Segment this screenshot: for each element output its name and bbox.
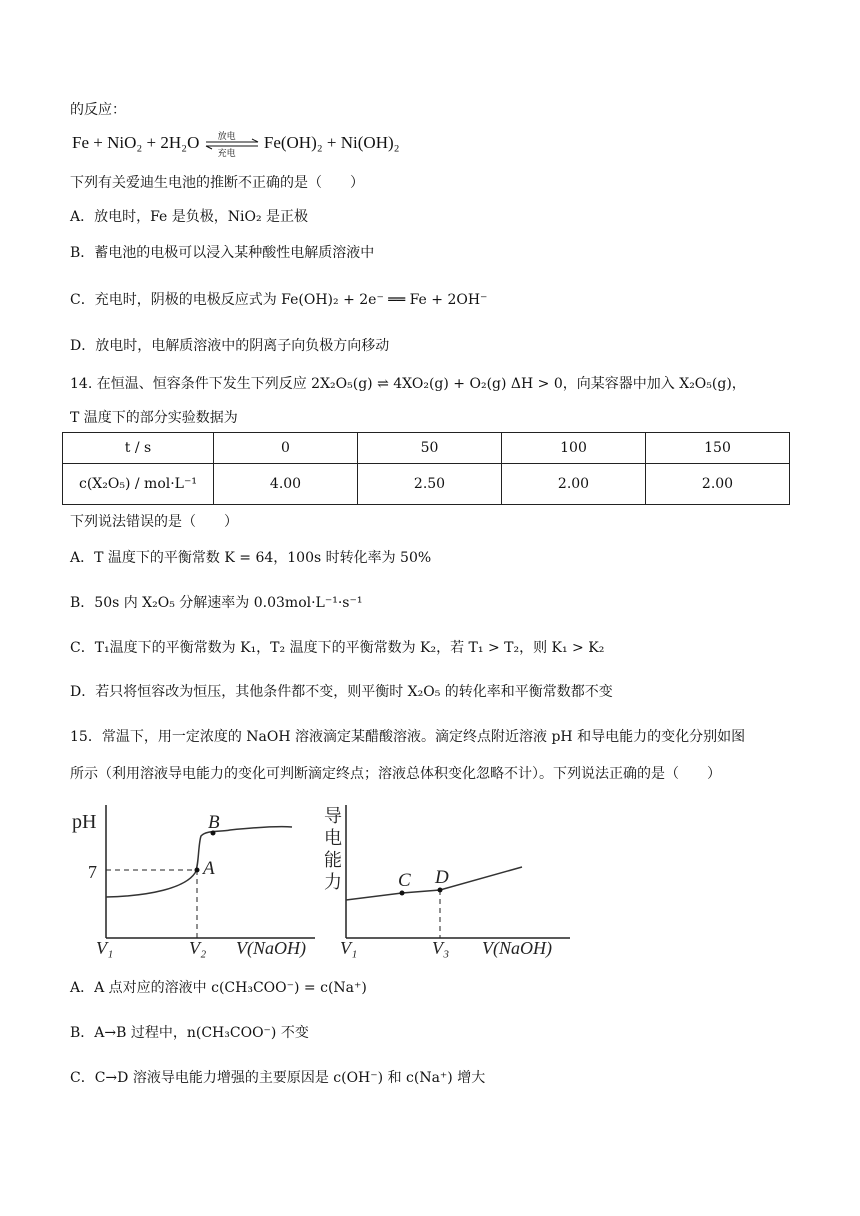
intro-text: 的反应： [70, 102, 126, 118]
point-c [400, 891, 405, 896]
conductivity-label-char: 导 [324, 806, 342, 826]
table-cell: 4.00 [214, 464, 358, 505]
conductivity-label-char: 力 [324, 872, 342, 892]
x-label-v3: V₃ [432, 938, 450, 958]
ph-curve [106, 827, 292, 897]
conductivity-label-char: 能 [324, 850, 342, 870]
ph-axis-label: pH [72, 811, 97, 833]
charge-label: 充电 [217, 149, 236, 160]
reversible-arrow [204, 132, 260, 160]
q14-option-b: B．50s 内 X₂O₅ 分解速率为 0.03mol·L⁻¹·s⁻¹ [70, 595, 363, 611]
table-header-row [63, 433, 790, 464]
ph-graph [70, 800, 330, 960]
table-cell: 2.00 [502, 464, 646, 505]
table-cell: c(X₂O₅) / mol·L⁻¹ [63, 464, 214, 505]
q13-option-c: C．充电时，阴极的电极反应式为 Fe(OH)₂ + 2e⁻ ══ Fe + 2OH⁻ [70, 292, 488, 308]
table-cell: 2.00 [646, 464, 790, 505]
x-axis-label: V(NaOH) [482, 938, 552, 958]
table-cell: t / s [63, 433, 214, 464]
point-a [195, 868, 200, 873]
label-b: B [208, 812, 220, 833]
q13-option-b: B．蓄电池的电极可以浸入某种酸性电解质溶液中 [70, 245, 375, 261]
table-cell: 100 [502, 433, 646, 464]
equation-right: Fe(OH)₂ + Ni(OH)₂ [263, 133, 400, 152]
label-d: D [435, 867, 449, 888]
q14-option-a: A．T 温度下的平衡常数 K = 64，100s 时转化率为 50% [70, 550, 432, 566]
q13-stem: 下列有关爱迪生电池的推断不正确的是（ ） [70, 175, 364, 191]
table-cell: 0 [214, 433, 358, 464]
ph-tick-7: 7 [88, 862, 97, 882]
label-a: A [203, 858, 215, 879]
equation-left: Fe + NiO₂ + 2H₂O [72, 133, 200, 152]
point-d [438, 888, 443, 893]
conductivity-label-char: 电 [324, 828, 342, 848]
q14-option-c: C．T₁温度下的平衡常数为 K₁，T₂ 温度下的平衡常数为 K₂，若 T₁ > T₂，则 K₁ > K₂ [70, 640, 605, 656]
q15-option-c: C．C→D 溶液导电能力增强的主要原因是 c(OH⁻) 和 c(Na⁺) 增大 [70, 1070, 486, 1086]
q14-option-d: D．若只将恒容改为恒压，其他条件都不变，则平衡时 X₂O₅ 的转化率和平衡常数都不变 [70, 684, 613, 700]
q15-stem-line2: 所示（利用溶液导电能力的变化可判断滴定终点；溶液总体积变化忽略不计）。下列说法正确的是（ ） [70, 766, 721, 782]
q13-option-d: D．放电时，电解质溶液中的阴离子向负极方向移动 [70, 338, 390, 354]
table-row [63, 464, 790, 505]
reaction-equation [72, 132, 400, 160]
q14-ask: 下列说法错误的是（ ） [70, 514, 238, 530]
q13-option-a: A．放电时，Fe 是负极，NiO₂ 是正极 [70, 209, 309, 225]
discharge-label: 放电 [217, 132, 236, 143]
table-cell: 2.50 [358, 464, 502, 505]
x-axis-label: V(NaOH) [236, 938, 306, 958]
conductivity-curve [346, 867, 522, 900]
x-label-v2: V₂ [189, 938, 207, 958]
label-c: C [398, 870, 411, 891]
table-cell: 50 [358, 433, 502, 464]
q15-stem-line1: 15．常温下，用一定浓度的 NaOH 溶液滴定某醋酸溶液。滴定终点附近溶液 pH 和导电能力的变化分别如图 [70, 729, 746, 745]
x-label-v1: V₁ [96, 938, 114, 958]
data-table [62, 432, 790, 505]
conductivity-graph [312, 800, 582, 960]
table-cell: 150 [646, 433, 790, 464]
q14-stem-line1: 14. 在恒温、恒容条件下发生下列反应 2X₂O₅(g) ⇌ 4XO₂(g) + O₂(g) ΔH > 0，向某容器中加入 X₂O₅(g)， [70, 376, 746, 392]
q15-option-a: A．A 点对应的溶液中 c(CH₃COO⁻) = c(Na⁺) [70, 980, 367, 996]
q14-stem-line2: T 温度下的部分实验数据为 [70, 410, 238, 426]
q15-option-b: B．A→B 过程中，n(CH₃COO⁻) 不变 [70, 1025, 309, 1041]
x-label-v1: V₁ [340, 938, 358, 958]
